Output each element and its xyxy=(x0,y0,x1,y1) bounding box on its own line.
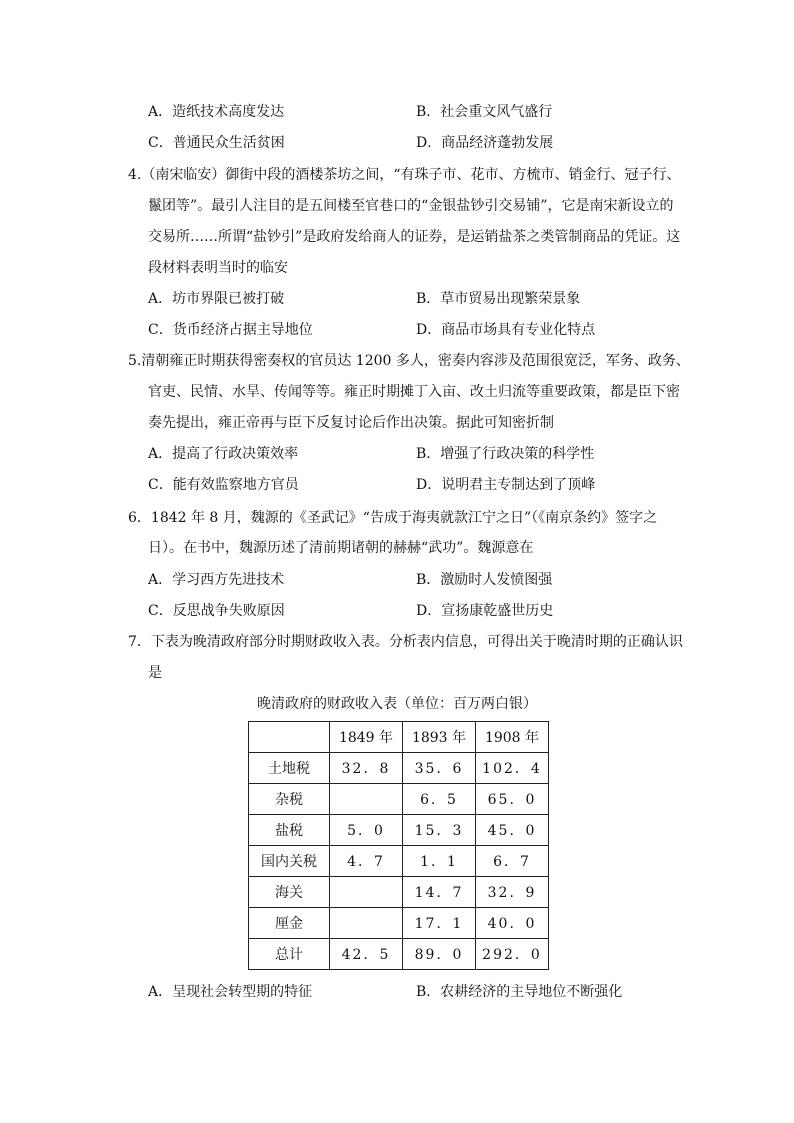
revenue-table xyxy=(248,721,549,970)
q4-option-d: D．商品市场具有专业化特点 xyxy=(416,322,596,338)
table-caption: 晚清政府的财政收入表（单位：百万两白银） xyxy=(257,696,537,712)
table-cell: 292．0 xyxy=(476,939,549,970)
table-cell: 6．7 xyxy=(476,846,549,877)
q6-stem-line-1: 6．1842 年 8 月，魏源的《圣武记》“告成于海夷就款江宁之日”（《南京条约》签字之 xyxy=(128,510,658,526)
table-cell: 32．9 xyxy=(476,877,549,908)
q3-option-b: B．社会重文风气盛行 xyxy=(416,104,553,120)
q6-option-c: C．反思战争失败原因 xyxy=(148,603,285,619)
table-row xyxy=(249,784,549,815)
table-cell xyxy=(330,877,403,908)
table-row xyxy=(249,939,549,970)
table-header-row xyxy=(249,722,549,753)
table-row xyxy=(249,877,549,908)
q4-option-a: A．坊市界限已被打破 xyxy=(148,291,285,307)
q7-stem-line-1: 7．下表为晚清政府部分时期财政收入表。分析表内信息，可得出关于晚清时期的正确认识 xyxy=(128,634,683,650)
table-row xyxy=(249,846,549,877)
table-row xyxy=(249,908,549,939)
table-cell: 15．3 xyxy=(403,815,476,846)
q3-option-d: D．商品经济蓬勃发展 xyxy=(416,135,554,151)
table-cell: 5．0 xyxy=(330,815,403,846)
q4-stem-line-3: 交易所……所谓“盐钞引”是政府发给商人的证券，是运销盐茶之类管制商品的凭证。这 xyxy=(148,229,681,245)
table-header-cell: 1893 年 xyxy=(403,722,476,753)
table-cell: 102．4 xyxy=(476,753,549,784)
q3-option-a: A．造纸技术高度发达 xyxy=(148,104,285,120)
q5-option-a: A．提高了行政决策效率 xyxy=(148,446,299,462)
q7-option-a: A．呈现社会转型期的特征 xyxy=(148,984,313,1000)
table-cell: 盐税 xyxy=(249,815,330,846)
q7-option-b: B．农耕经济的主导地位不断强化 xyxy=(416,984,623,1000)
q5-option-d: D．说明君主专制达到了顶峰 xyxy=(416,477,596,493)
q4-stem-line-1: 4.（南宋临安）御街中段的酒楼茶坊之间，“有珠子市、花市、方梳市、销金行、冠子行、 xyxy=(128,167,681,183)
table-cell: 土地税 xyxy=(249,753,330,784)
table-cell: 40．0 xyxy=(476,908,549,939)
table-row xyxy=(249,753,549,784)
table-header-cell xyxy=(249,722,330,753)
table-cell: 海关 xyxy=(249,877,330,908)
q3-option-c: C．普通民众生活贫困 xyxy=(148,135,285,151)
table-cell: 42．5 xyxy=(330,939,403,970)
table-cell: 32．8 xyxy=(330,753,403,784)
table-cell: 6．5 xyxy=(403,784,476,815)
q5-stem-line-3: 奏先提出，雍正帝再与臣下反复讨论后作出决策。据此可知密折制 xyxy=(148,415,554,431)
table-header-cell: 1849 年 xyxy=(330,722,403,753)
table-cell: 厘金 xyxy=(249,908,330,939)
q6-stem-line-2: 日）。在书中，魏源历述了清前期诸朝的赫赫“武功”。魏源意在 xyxy=(148,540,534,556)
q7-stem-line-2: 是 xyxy=(148,665,162,681)
q4-option-b: B．草市贸易出现繁荣景象 xyxy=(416,291,581,307)
q5-option-c: C．能有效监察地方官员 xyxy=(148,477,299,493)
q5-stem-line-1: 5.清朝雍正时期获得密奏权的官员达 1200 多人，密奏内容涉及范围很宽泛，军务、政务、 xyxy=(128,353,690,369)
table-cell: 1．1 xyxy=(403,846,476,877)
table-cell: 杂税 xyxy=(249,784,330,815)
table-cell: 35．6 xyxy=(403,753,476,784)
table-row xyxy=(249,815,549,846)
table-cell: 45．0 xyxy=(476,815,549,846)
q6-option-a: A．学习西方先进技术 xyxy=(148,572,285,588)
q4-stem-line-4: 段材料表明当时的临安 xyxy=(148,260,288,276)
table-cell: 14．7 xyxy=(403,877,476,908)
q6-option-d: D．宣扬康乾盛世历史 xyxy=(416,603,554,619)
q5-stem-line-2: 官吏、民情、水旱、传闻等等。雍正时期摊丁入亩、改土归流等重要政策，都是臣下密 xyxy=(148,384,680,400)
q5-option-b: B．增强了行政决策的科学性 xyxy=(416,446,595,462)
table-cell xyxy=(330,908,403,939)
table-cell: 国内关税 xyxy=(249,846,330,877)
table-cell: 总计 xyxy=(249,939,330,970)
q4-option-c: C．货币经济占据主导地位 xyxy=(148,322,313,338)
table-cell xyxy=(330,784,403,815)
q6-option-b: B．激励时人发愤图强 xyxy=(416,572,553,588)
table-header-cell: 1908 年 xyxy=(476,722,549,753)
table-cell: 65．0 xyxy=(476,784,549,815)
table-cell: 4．7 xyxy=(330,846,403,877)
q4-stem-line-2: 鬣团等”。最引人注目的是五间楼至官巷口的“金银盐钞引交易铺”，它是南宋新设立的 xyxy=(148,198,674,214)
table-cell: 89．0 xyxy=(403,939,476,970)
table-cell: 17．1 xyxy=(403,908,476,939)
